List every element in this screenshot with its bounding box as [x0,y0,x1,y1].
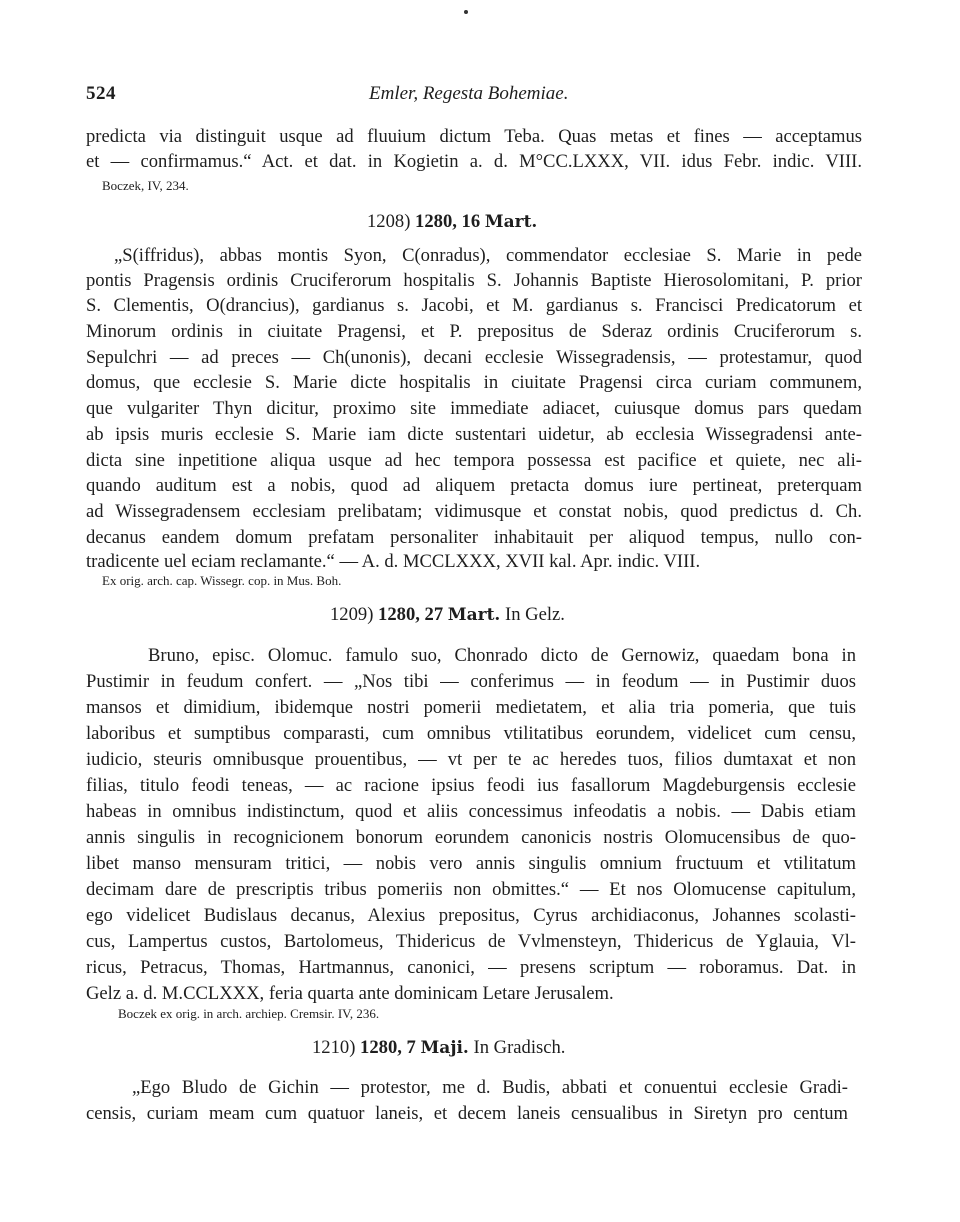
entry-1209-line: Bruno, episc. Olomuc. famulo suo, Chonrado dicto de Gernowiz, quaedam bona in [148,645,856,666]
entry-date: 1280, 16 [415,211,481,232]
entry-place: In Gradisch. [473,1037,566,1058]
entry-1210-line: censis, curiam meam cum quatuor laneis, et decem laneis censualibus in Siretyn pro centum [86,1103,848,1124]
entry-1208-line: ad Wissegradensem ecclesiam prelibatam; vidimusque et constat nobis, quod predictus d. Ch. [86,501,862,522]
entry-date: 1280, 7 [360,1037,416,1058]
entry-1208-line: ab ipsis muris ecclesie S. Marie iam dicte sustentari uidetur, ab ecclesia Wissegradensi ante- [86,424,862,445]
entry-number: 1210) [312,1037,356,1058]
entry-month: Mart. [447,605,501,625]
entry-1209-line: annis singulis in recognicionem bonorum eorundem canonicis nostris Olomucensibus de quo- [86,827,856,848]
entry-1208-heading [367,210,537,234]
page-number: 524 [86,83,116,104]
print-speck [464,10,468,14]
entry-date: 1280, 27 [378,604,444,625]
entry-1209-source-note: Boczek ex orig. in arch. archiep. Cremsir. IV, 236. [118,1006,380,1021]
entry-1208-line: que vulgariter Thyn dicitur, proximo site immediate adiacet, cuiusque domus pars quedam [86,398,862,419]
entry-1209-line: mansos et dimidium, ibidemque nostri pomerii medietatem, et alia tria pomeria, que tuis [86,697,856,718]
entry-number: 1208) [367,211,411,232]
intro-source-note: Boczek, IV, 234. [102,178,189,193]
entry-1209-line: libet manso mensuram tritici, — nobis vero annis singulis omnium fructuum et vtilitatum [86,853,856,874]
entry-1209-line: ego videlicet Budislaus decanus, Alexius prepositus, Cyrus archidiaconus, Johannes scolasti- [86,905,856,926]
entry-1208-line: decanus eandem domum prefatam personaliter inhabitauit per aliquod tempus, nullo con- [86,527,862,548]
entry-place: In Gelz. [505,604,565,625]
entry-1209-line: ricus, Petracus, Thomas, Hartmannus, canonici, — presens scriptum — roboramus. Dat. in [86,957,856,978]
intro-line: predicta via distinguit usque ad fluuium dictum Teba. Quas metas et fines — acceptamus [86,126,862,147]
entry-month: Mart. [484,212,538,232]
entry-1210-heading [312,1036,565,1060]
entry-1208-line: S. Clementis, O(drancius), gardianus s. Jacobi, et M. gardianus s. Francisci Predicatorum et [86,295,862,316]
entry-month: Maji. [420,1038,469,1058]
entry-1209-heading [330,603,565,627]
entry-1208-line: dicta sine inpetitione aliqua usque ad hec tempora possessa est pacifice et quiete, nec ali- [86,450,862,471]
entry-1209-line: filias, titulo feodi teneas, — ac racione ipsius feodi ius fasallorum Magdeburgensis ecclesie [86,775,856,796]
entry-1209-line: cus, Lampertus custos, Bartolomeus, Thidericus de Vvlmensteyn, Thidericus de Yglauia, Vl- [86,931,856,952]
entry-1208-line: domus, que ecclesie S. Marie dicte hospitalis in ciuitate Pragensi circa curiam communem, [86,372,862,393]
entry-1209-line: habeas in omnibus indistinctum, quod et aliis concessimus infeodatis a nobis. — Dabis etiam [86,801,856,822]
entry-1209-line: Pustimir in feudum confert. — „Nos tibi — conferimus — in feodum — in Pustimir duos [86,671,856,692]
entry-1208-line: tradicente uel eciam reclamante.“ — A. d. MCCLXXX, XVII kal. Apr. indic. VIII. [86,551,701,572]
entry-1209-line: decimam dare de prescriptis tribus pomeriis non obmittes.“ — Et nos Olomucense capitulum, [86,879,856,900]
entry-1209-line: Gelz a. d. M.CCLXXX, feria quarta ante dominicam Letare Jerusalem. [86,983,614,1004]
entry-1209-line: laboribus et sumptibus comparasti, cum omnibus vtilitatibus eorundem, videlicet cum censu, [86,723,856,744]
intro-line: et — confirmamus.“ Act. et dat. in Kogietin a. d. M°CC.LXXX, VII. idus Febr. indic. VIII. [86,151,862,172]
entry-1208-line: quando auditum est a nobis, quod ad aliquem pretacta domus iure pertineat, preterquam [86,475,862,496]
page-header [86,83,866,109]
entry-1208-line: Minorum ordinis in ciuitate Pragensi, et P. prepositus de Sderaz ordinis Cruciferorum s. [86,321,862,342]
running-title: Emler, Regesta Bohemiae. [369,83,569,104]
entry-1210-line: „Ego Bludo de Gichin — protestor, me d. Budis, abbati et conuentui ecclesie Gradi- [132,1077,848,1098]
entry-1209-line: iudicio, steuris omnibusque prouentibus, — vt per te ac heredes tuos, filios dumtaxat et non [86,749,856,770]
entry-1208-line: „S(iffridus), abbas montis Syon, C(onradus), commendator ecclesiae S. Marie in pede [114,245,862,266]
entry-1208-line: Sepulchri — ad preces — Ch(unonis), decani ecclesie Wissegradensis, — protestamur, quod [86,347,862,368]
entry-1208-source-note: Ex orig. arch. cap. Wissegr. cop. in Mus. Boh. [102,573,342,588]
entry-number: 1209) [330,604,374,625]
entry-1208-line: pontis Pragensis ordinis Cruciferorum hospitalis S. Johannis Baptiste Hierosolomitani, P. prior [86,270,862,291]
